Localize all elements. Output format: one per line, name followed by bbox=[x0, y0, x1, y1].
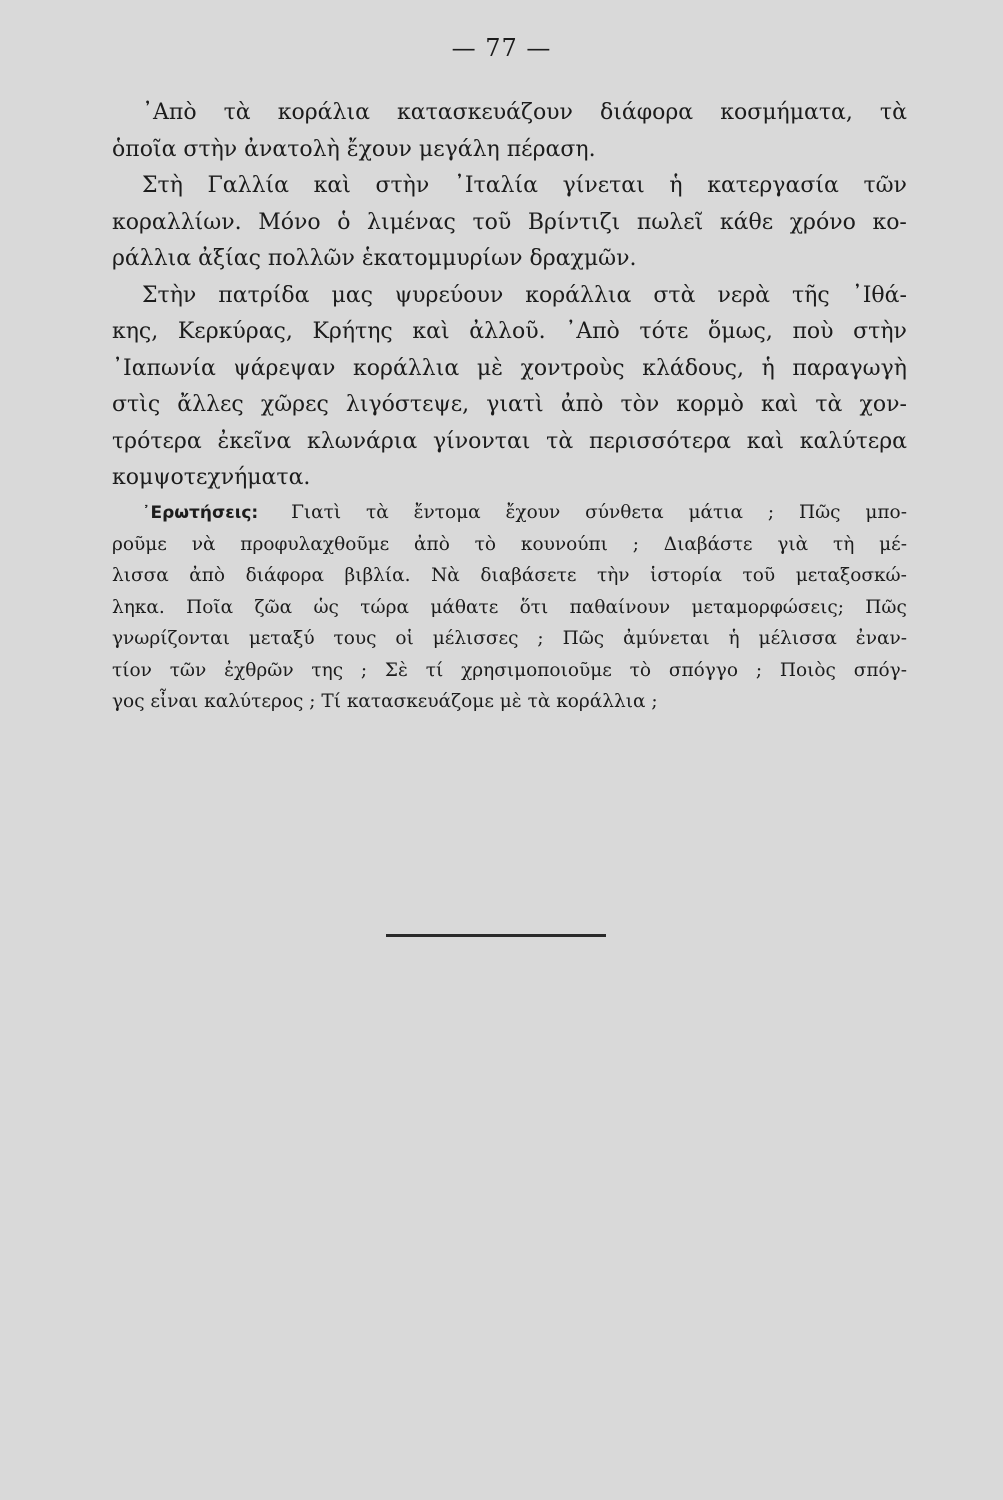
question-line: γος εἶναι καλύτερος ; Τί κατασκευάζομε μὲ τὰ κοράλλια ; bbox=[112, 691, 658, 712]
question-line: ᾿Ερωτήσεις: Γιατὶ τὰ ἔντομα ἔχουν σύνθετα μάτια ; Πῶς μπο- bbox=[142, 502, 907, 523]
text-line: ᾿Ιαπωνία ψάρεψαν κοράλλια μὲ χοντροὺς κλάδους, ἡ παραγωγὴ bbox=[112, 355, 907, 381]
question-line: ληκα. Ποῖα ζῶα ὡς τώρα μάθατε ὅτι παθαίνουν μεταμορφώσεις; Πῶς bbox=[112, 596, 907, 618]
text-line: τρότερα ἐκεῖνα κλωνάρια γίνονται τὰ περισσότερα καὶ καλύτερα bbox=[112, 428, 907, 454]
text-line: κομψοτεχνήματα. bbox=[112, 465, 311, 490]
text-line: στὶς ἄλλες χῶρες λιγόστεψε, γιατὶ ἀπὸ τὸν κορμὸ καὶ τὰ χον- bbox=[112, 392, 907, 417]
questions-section bbox=[112, 502, 907, 723]
text-line: ὁποῖα στὴν ἀνατολὴ ἔχουν μεγάλη πέραση. bbox=[112, 136, 596, 162]
question-line: τίον τῶν ἐχθρῶν της ; Σὲ τί χρησιμοποιοῦμε τὸ σπόγγο ; Ποιὸς σπόγ- bbox=[112, 659, 907, 681]
text-line: ᾿Απὸ τὰ κοράλια κατασκευάζουν διάφορα κοσμήματα, τὰ bbox=[142, 100, 907, 125]
text-line: κοραλλίων. Μόνο ὁ λιμένας τοῦ Βρίντιζι πωλεῖ κάθε χρόνο κο- bbox=[112, 209, 907, 235]
text-line: Στὴν πατρίδα μας ψυρεύουν κοράλλια στὰ νερὰ τῆς ᾿Ιθά- bbox=[142, 282, 907, 308]
question-line: ροῦμε νὰ προφυλαχθοῦμε ἀπὸ τὸ κουνούπι ; Διαβάστε γιὰ τὴ μέ- bbox=[112, 533, 907, 555]
question-line: λισσα ἀπὸ διάφορα βιβλία. Νὰ διαβάσετε τὴν ἱστορία τοῦ μεταξοσκώ- bbox=[112, 565, 907, 586]
section-divider-rule bbox=[386, 934, 606, 937]
text-line: Στὴ Γαλλία καὶ στὴν ᾿Ιταλία γίνεται ἡ κατεργασία τῶν bbox=[142, 173, 907, 198]
question-line: γνωρίζονται μεταξύ τους οἱ μέλισσες ; Πῶς ἀμύνεται ἡ μέλισσα ἐναν- bbox=[112, 628, 907, 649]
text-line: ράλλια ἀξίας πολλῶν ἑκατομμυρίων δραχμῶν. bbox=[112, 246, 637, 271]
text-line: κης, Κερκύρας, Κρήτης καὶ ἀλλοῦ. ᾿Απὸ τότε ὅμως, ποὺ στὴν bbox=[112, 319, 907, 344]
main-text bbox=[112, 100, 907, 502]
questions-heading: ᾿Ερωτήσεις: bbox=[142, 503, 259, 523]
page-number: — 77 — bbox=[451, 34, 552, 62]
